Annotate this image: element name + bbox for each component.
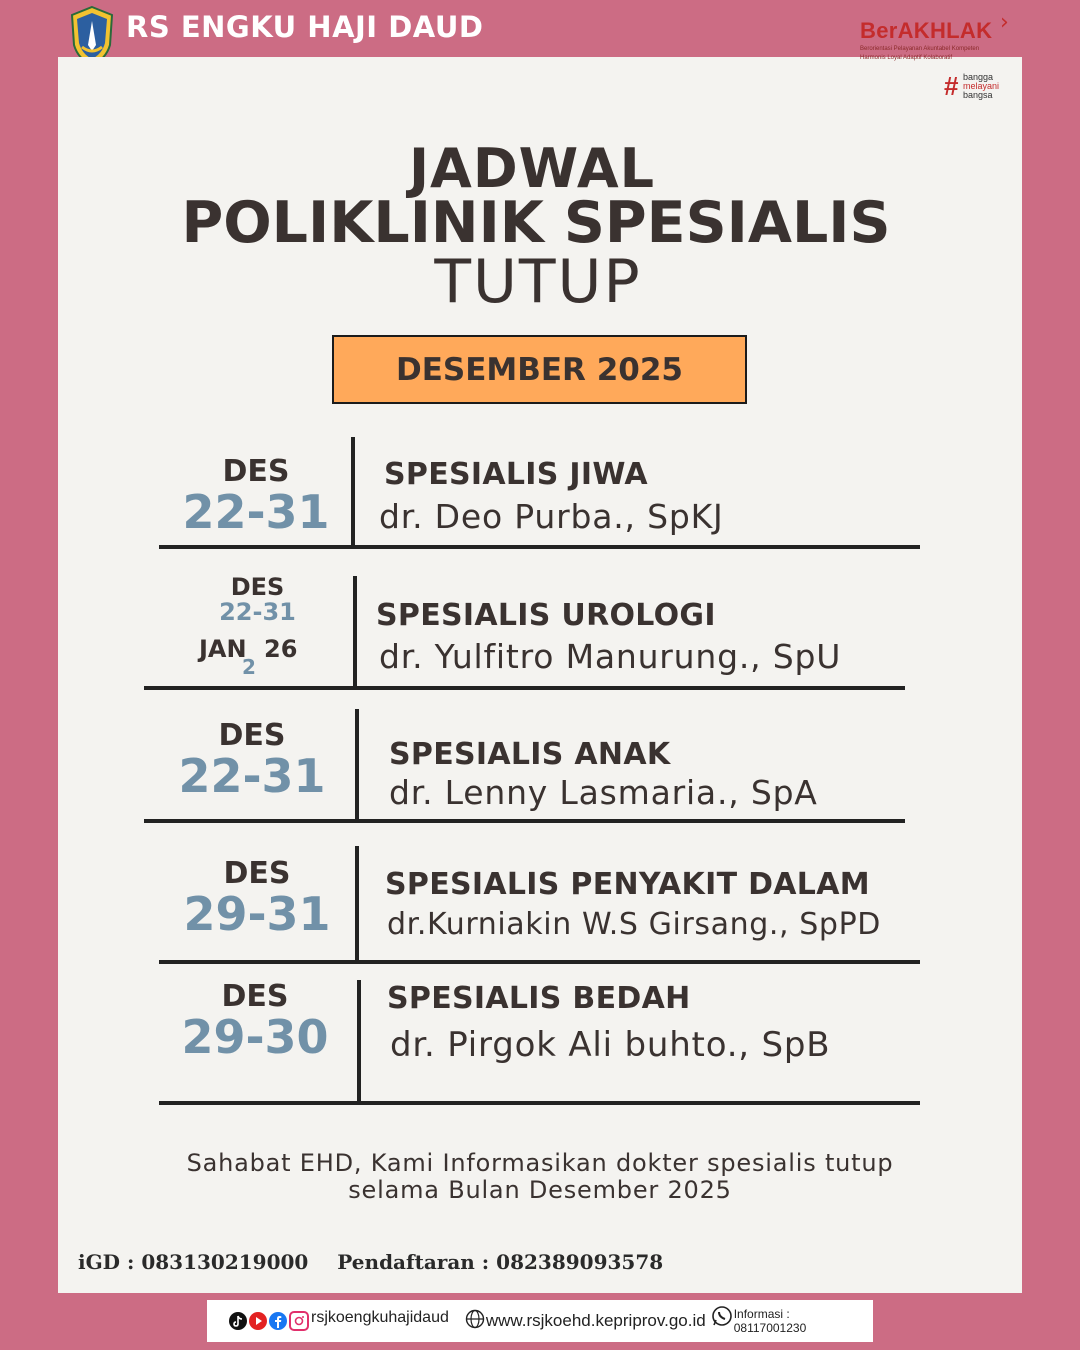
youtube-icon[interactable]	[249, 1312, 267, 1330]
whatsapp-icon	[711, 1305, 733, 1332]
igd-contact: iGD : 083130219000	[78, 1250, 309, 1274]
row-divider-vertical	[355, 709, 359, 822]
title-line-2: POLIKLINIK SPESIALIS	[181, 190, 891, 256]
date-days: 29-30	[181, 1010, 329, 1064]
row-divider-horizontal	[144, 686, 905, 690]
date-month: DES	[218, 718, 286, 753]
schedule-date	[190, 573, 325, 679]
chevron-right-icon: ›	[1000, 10, 1009, 35]
announcement-note	[140, 1150, 940, 1204]
doctor-name: dr. Deo Purba., SpKJ	[379, 497, 724, 536]
berakhlak-wordmark	[860, 18, 1020, 44]
registration-contact: Pendaftaran : 082389093578	[337, 1250, 664, 1274]
berakhlak-tagline-1: Berorientasi Pelayanan Akuntabel Kompeten	[860, 46, 980, 52]
note-line-1: Sahabat EHD, Kami Informasikan dokter spesialis tutup	[186, 1149, 894, 1177]
hospital-name: RS ENGKU HAJI DAUD	[126, 10, 484, 44]
date-days: 22-31	[182, 485, 330, 539]
bangga-line3: bangsa	[963, 90, 993, 100]
schedule-date	[168, 856, 346, 941]
row-divider-vertical	[353, 576, 357, 688]
row-divider-horizontal	[159, 1101, 920, 1105]
title-line-1: JADWAL	[408, 137, 656, 200]
berakhlak-tagline-2: Harmonis Loyal Adaptif Kolaboratif	[860, 55, 953, 61]
row-divider-vertical	[357, 980, 361, 1105]
date-days-2-top: 26	[264, 635, 298, 663]
bangga-melayani-bangsa-logo	[944, 72, 1014, 102]
date-month: DES	[223, 856, 291, 891]
doctor-name: dr. Yulfitro Manurung., SpU	[379, 637, 842, 676]
schedule-date	[162, 979, 348, 1064]
berakhlak-prefix: Ber	[860, 18, 898, 43]
specialty-name: SPESIALIS JIWA	[384, 457, 648, 492]
date-month: DES	[230, 573, 285, 601]
specialty-name: SPESIALIS ANAK	[389, 737, 671, 772]
specialty-name: SPESIALIS BEDAH	[387, 981, 691, 1016]
schedule-date	[168, 454, 344, 539]
bangga-line1: bangga	[963, 72, 994, 82]
instagram-icon[interactable]	[289, 1311, 309, 1331]
month-badge: DESEMBER 2025	[332, 335, 747, 404]
row-divider-vertical	[351, 437, 355, 548]
info-contact	[734, 1307, 807, 1335]
doctor-name: dr.Kurniakin W.S Girsang., SpPD	[387, 907, 881, 942]
row-divider-horizontal	[144, 819, 905, 823]
specialty-name: SPESIALIS UROLOGI	[376, 598, 716, 633]
date-days: 29-31	[183, 887, 331, 941]
date-days: 22-31	[178, 749, 326, 803]
berakhlak-main: AKHLAK	[897, 18, 993, 43]
date-month-2: JAN	[199, 635, 247, 663]
tiktok-icon[interactable]	[229, 1312, 247, 1330]
date-month: DES	[221, 979, 289, 1014]
row-divider-vertical	[355, 846, 359, 964]
doctor-name: dr. Pirgok Ali buhto., SpB	[390, 1025, 831, 1065]
info-label: Informasi :	[733, 1307, 790, 1321]
berakhlak-logo	[860, 10, 1020, 62]
website-link[interactable]: www.rsjkoehd.kepriprov.go.id	[485, 1311, 706, 1330]
info-phone[interactable]: 08117001230	[733, 1321, 807, 1335]
row-divider-horizontal	[159, 545, 920, 549]
specialty-name: SPESIALIS PENYAKIT DALAM	[385, 867, 870, 902]
doctor-name: dr. Lenny Lasmaria., SpA	[389, 773, 818, 812]
title-line-3: TUTUP	[434, 247, 642, 317]
bangga-text	[963, 73, 999, 100]
hashtag-icon: #	[944, 71, 959, 101]
social-handle[interactable]: rsjkoengkuhajidaud	[311, 1309, 449, 1326]
row-divider-horizontal	[159, 960, 920, 964]
contact-numbers	[78, 1250, 685, 1274]
bangga-line2: melayani	[963, 81, 1000, 91]
facebook-icon[interactable]	[269, 1312, 287, 1330]
globe-icon	[465, 1309, 485, 1334]
note-line-2: selama Bulan Desember 2025	[348, 1176, 732, 1204]
date-days-2-bottom: 2	[242, 655, 256, 679]
social-footer	[207, 1300, 873, 1342]
date-month: DES	[222, 454, 290, 489]
schedule-date	[162, 718, 342, 803]
date-days: 22-31	[219, 598, 296, 626]
